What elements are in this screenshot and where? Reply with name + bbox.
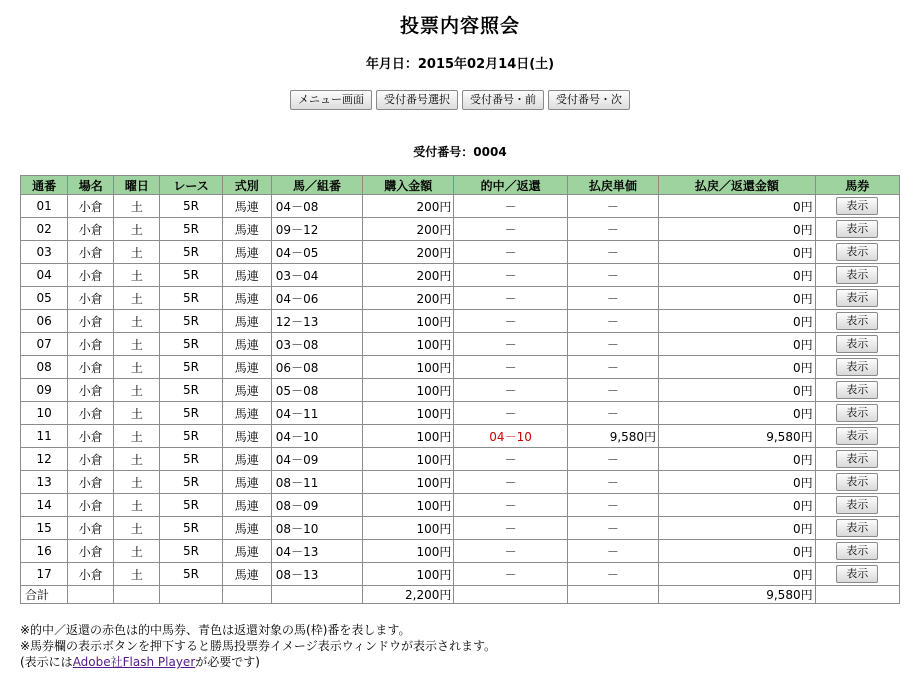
hit-refund-cell: － [454, 563, 566, 585]
show-ticket-button[interactable]: 表示 [836, 542, 878, 560]
payout-unit-cell: － [568, 310, 658, 332]
receipt-next-button[interactable]: 受付番号・次 [548, 90, 630, 110]
payout-amount-cell: 0円 [659, 287, 815, 309]
weekday-cell: 土 [114, 540, 159, 562]
bet-number-cell: 09 [21, 379, 67, 401]
combination-cell: 04－10 [272, 425, 362, 447]
bet-number-cell: 10 [21, 402, 67, 424]
table-row [21, 310, 899, 332]
bet-number-cell: 08 [21, 356, 67, 378]
empty-cell [568, 586, 658, 603]
payout-amount-cell: 0円 [659, 471, 815, 493]
venue-cell: 小倉 [68, 517, 113, 539]
total-amount-cell: 2,200円 [363, 586, 453, 603]
payout-unit-cell: － [568, 195, 658, 217]
weekday-cell: 土 [114, 517, 159, 539]
venue-cell: 小倉 [68, 356, 113, 378]
note-hit-color: ※的中／返還の赤色は的中馬券、青色は返還対象の馬(枠)番を表します。 [20, 623, 411, 637]
payout-amount-cell: 0円 [659, 356, 815, 378]
combination-cell: 04－08 [272, 195, 362, 217]
bet-number-cell: 03 [21, 241, 67, 263]
bet-type-cell: 馬連 [223, 287, 271, 309]
race-cell: 5R [160, 195, 221, 217]
purchase-amount-cell: 100円 [363, 517, 453, 539]
column-header: 曜日 [114, 176, 159, 194]
table-row [21, 471, 899, 493]
table-row [21, 379, 899, 401]
hit-refund-cell: － [454, 287, 566, 309]
purchase-amount-cell: 100円 [363, 356, 453, 378]
weekday-cell: 土 [114, 563, 159, 585]
show-ticket-button[interactable]: 表示 [836, 450, 878, 468]
empty-cell [68, 586, 113, 603]
purchase-amount-cell: 200円 [363, 287, 453, 309]
race-cell: 5R [160, 264, 221, 286]
empty-cell [272, 586, 362, 603]
table-row [21, 287, 899, 309]
ticket-cell [816, 494, 899, 516]
bet-type-cell: 馬連 [223, 425, 271, 447]
weekday-cell: 土 [114, 333, 159, 355]
payout-amount-cell: 0円 [659, 379, 815, 401]
race-cell: 5R [160, 494, 221, 516]
race-cell: 5R [160, 471, 221, 493]
purchase-amount-cell: 100円 [363, 402, 453, 424]
bet-number-cell: 16 [21, 540, 67, 562]
payout-unit-cell: － [568, 333, 658, 355]
notes [20, 622, 496, 670]
payout-unit-cell: － [568, 563, 658, 585]
payout-unit-cell: － [568, 241, 658, 263]
weekday-cell: 土 [114, 195, 159, 217]
hit-refund-cell: 04－10 [454, 425, 566, 447]
bet-type-cell: 馬連 [223, 448, 271, 470]
combination-cell: 08－09 [272, 494, 362, 516]
show-ticket-button[interactable]: 表示 [836, 312, 878, 330]
payout-unit-cell: － [568, 264, 658, 286]
payout-amount-cell: 0円 [659, 241, 815, 263]
show-ticket-button[interactable]: 表示 [836, 565, 878, 583]
payout-unit-cell: 9,580円 [568, 425, 658, 447]
payout-amount-cell: 0円 [659, 264, 815, 286]
show-ticket-button[interactable]: 表示 [836, 243, 878, 261]
hit-refund-cell: － [454, 517, 566, 539]
table-row [21, 563, 899, 585]
table-row [21, 241, 899, 263]
race-cell: 5R [160, 241, 221, 263]
combination-cell: 04－13 [272, 540, 362, 562]
payout-unit-cell: － [568, 471, 658, 493]
purchase-amount-cell: 100円 [363, 379, 453, 401]
weekday-cell: 土 [114, 402, 159, 424]
payout-amount-cell: 0円 [659, 517, 815, 539]
note-flash-prefix: (表示には [20, 655, 73, 669]
show-ticket-button[interactable]: 表示 [836, 266, 878, 284]
venue-cell: 小倉 [68, 540, 113, 562]
ticket-cell [816, 471, 899, 493]
combination-cell: 08－10 [272, 517, 362, 539]
race-cell: 5R [160, 517, 221, 539]
payout-amount-cell: 0円 [659, 494, 815, 516]
payout-unit-cell: － [568, 448, 658, 470]
table-row [21, 333, 899, 355]
venue-cell: 小倉 [68, 195, 113, 217]
table-row [21, 517, 899, 539]
payout-amount-cell: 0円 [659, 563, 815, 585]
venue-cell: 小倉 [68, 379, 113, 401]
payout-amount-cell: 0円 [659, 333, 815, 355]
ticket-cell [816, 241, 899, 263]
venue-cell: 小倉 [68, 241, 113, 263]
show-ticket-button[interactable]: 表示 [836, 335, 878, 353]
ticket-cell [816, 540, 899, 562]
purchase-amount-cell: 200円 [363, 195, 453, 217]
ticket-cell [816, 402, 899, 424]
purchase-amount-cell: 100円 [363, 540, 453, 562]
combination-cell: 05－08 [272, 379, 362, 401]
purchase-amount-cell: 100円 [363, 310, 453, 332]
empty-cell [160, 586, 221, 603]
payout-amount-cell: 0円 [659, 310, 815, 332]
race-cell: 5R [160, 563, 221, 585]
column-header: 払戻／返還金額 [659, 176, 815, 194]
combination-cell: 04－11 [272, 402, 362, 424]
ticket-cell [816, 264, 899, 286]
venue-cell: 小倉 [68, 264, 113, 286]
table-row [21, 218, 899, 240]
column-header: 馬券 [816, 176, 899, 194]
combination-cell: 04－05 [272, 241, 362, 263]
note-flash [20, 654, 496, 670]
purchase-amount-cell: 100円 [363, 471, 453, 493]
venue-cell: 小倉 [68, 494, 113, 516]
bet-type-cell: 馬連 [223, 241, 271, 263]
bet-type-cell: 馬連 [223, 218, 271, 240]
table-row [21, 494, 899, 516]
bet-type-cell: 馬連 [223, 517, 271, 539]
bet-number-cell: 11 [21, 425, 67, 447]
bet-number-cell: 14 [21, 494, 67, 516]
combination-cell: 08－13 [272, 563, 362, 585]
bet-type-cell: 馬連 [223, 356, 271, 378]
combination-cell: 09－12 [272, 218, 362, 240]
venue-cell: 小倉 [68, 563, 113, 585]
payout-amount-cell: 0円 [659, 195, 815, 217]
nav-button-row [0, 90, 920, 110]
receipt-select-button[interactable]: 受付番号選択 [376, 90, 458, 110]
show-ticket-button[interactable]: 表示 [836, 473, 878, 491]
combination-cell: 03－08 [272, 333, 362, 355]
race-cell: 5R [160, 448, 221, 470]
weekday-cell: 土 [114, 310, 159, 332]
weekday-cell: 土 [114, 494, 159, 516]
column-header: 場名 [68, 176, 113, 194]
venue-cell: 小倉 [68, 425, 113, 447]
bet-number-cell: 15 [21, 517, 67, 539]
venue-cell: 小倉 [68, 333, 113, 355]
venue-cell: 小倉 [68, 218, 113, 240]
weekday-cell: 土 [114, 241, 159, 263]
show-ticket-button[interactable]: 表示 [836, 358, 878, 376]
bet-type-cell: 馬連 [223, 471, 271, 493]
bet-number-cell: 05 [21, 287, 67, 309]
receipt-prev-button[interactable]: 受付番号・前 [462, 90, 544, 110]
total-payout-cell: 9,580円 [659, 586, 815, 603]
hit-refund-cell: － [454, 379, 566, 401]
show-ticket-button[interactable]: 表示 [836, 220, 878, 238]
hit-refund-cell: － [454, 540, 566, 562]
race-cell: 5R [160, 287, 221, 309]
show-ticket-button[interactable]: 表示 [836, 519, 878, 537]
menu-button[interactable]: メニュー画面 [290, 90, 372, 110]
bet-type-cell: 馬連 [223, 494, 271, 516]
column-header: 購入金額 [363, 176, 453, 194]
ticket-cell [816, 356, 899, 378]
table-header-row [21, 176, 899, 194]
race-date: 年月日：2015年02月14日(土) [365, 57, 555, 72]
bet-number-cell: 07 [21, 333, 67, 355]
note-show-button: ※馬券欄の表示ボタンを押下すると勝馬投票券イメージ表示ウィンドウが表示されます。 [20, 639, 497, 653]
ticket-cell [816, 379, 899, 401]
venue-cell: 小倉 [68, 402, 113, 424]
empty-cell [223, 586, 271, 603]
bet-number-cell: 12 [21, 448, 67, 470]
hit-refund-cell: － [454, 241, 566, 263]
purchase-amount-cell: 100円 [363, 333, 453, 355]
race-cell: 5R [160, 218, 221, 240]
combination-cell: 06－08 [272, 356, 362, 378]
bet-number-cell: 01 [21, 195, 67, 217]
weekday-cell: 土 [114, 264, 159, 286]
hit-refund-cell: － [454, 494, 566, 516]
table-row [21, 264, 899, 286]
ticket-cell [816, 563, 899, 585]
hit-refund-cell: － [454, 264, 566, 286]
table-row [21, 540, 899, 562]
venue-cell: 小倉 [68, 287, 113, 309]
hit-refund-cell: － [454, 195, 566, 217]
empty-cell [454, 586, 566, 603]
bet-table [20, 175, 900, 604]
bet-number-cell: 04 [21, 264, 67, 286]
table-row [21, 356, 899, 378]
race-cell: 5R [160, 402, 221, 424]
combination-cell: 04－06 [272, 287, 362, 309]
show-ticket-button[interactable]: 表示 [836, 427, 878, 445]
table-row [21, 195, 899, 217]
ticket-cell [816, 287, 899, 309]
purchase-amount-cell: 100円 [363, 425, 453, 447]
race-cell: 5R [160, 333, 221, 355]
combination-cell: 12－13 [272, 310, 362, 332]
column-header: 馬／組番 [272, 176, 362, 194]
payout-unit-cell: － [568, 356, 658, 378]
payout-amount-cell: 0円 [659, 540, 815, 562]
hit-refund-cell: － [454, 448, 566, 470]
bet-number-cell: 17 [21, 563, 67, 585]
payout-unit-cell: － [568, 218, 658, 240]
ticket-cell [816, 218, 899, 240]
payout-unit-cell: － [568, 287, 658, 309]
payout-unit-cell: － [568, 517, 658, 539]
hit-refund-cell: － [454, 356, 566, 378]
bet-type-cell: 馬連 [223, 379, 271, 401]
show-ticket-button[interactable]: 表示 [836, 197, 878, 215]
table-row [21, 402, 899, 424]
bet-type-cell: 馬連 [223, 264, 271, 286]
bet-type-cell: 馬連 [223, 195, 271, 217]
show-ticket-button[interactable]: 表示 [836, 381, 878, 399]
combination-cell: 08－11 [272, 471, 362, 493]
bet-type-cell: 馬連 [223, 540, 271, 562]
weekday-cell: 土 [114, 287, 159, 309]
bet-type-cell: 馬連 [223, 402, 271, 424]
ticket-cell [816, 310, 899, 332]
weekday-cell: 土 [114, 379, 159, 401]
ticket-cell [816, 517, 899, 539]
payout-unit-cell: － [568, 402, 658, 424]
payout-unit-cell: － [568, 540, 658, 562]
venue-cell: 小倉 [68, 471, 113, 493]
purchase-amount-cell: 200円 [363, 218, 453, 240]
purchase-amount-cell: 100円 [363, 494, 453, 516]
combination-cell: 04－09 [272, 448, 362, 470]
hit-refund-cell: － [454, 310, 566, 332]
hit-refund-cell: － [454, 471, 566, 493]
race-cell: 5R [160, 356, 221, 378]
note-flash-suffix: が必要です) [195, 655, 260, 669]
ticket-cell [816, 425, 899, 447]
show-ticket-button[interactable]: 表示 [836, 496, 878, 514]
race-cell: 5R [160, 425, 221, 447]
column-header: 的中／返還 [454, 176, 566, 194]
bet-type-cell: 馬連 [223, 310, 271, 332]
combination-cell: 03－04 [272, 264, 362, 286]
purchase-amount-cell: 200円 [363, 264, 453, 286]
bet-number-cell: 06 [21, 310, 67, 332]
weekday-cell: 土 [114, 218, 159, 240]
weekday-cell: 土 [114, 471, 159, 493]
purchase-amount-cell: 200円 [363, 241, 453, 263]
table-row [21, 425, 899, 447]
payout-amount-cell: 0円 [659, 448, 815, 470]
show-ticket-button[interactable]: 表示 [836, 289, 878, 307]
payout-amount-cell: 9,580円 [659, 425, 815, 447]
race-cell: 5R [160, 310, 221, 332]
page-title: 投票内容照会 [399, 15, 520, 37]
weekday-cell: 土 [114, 356, 159, 378]
weekday-cell: 土 [114, 425, 159, 447]
column-header: 払戻単価 [568, 176, 658, 194]
venue-cell: 小倉 [68, 448, 113, 470]
ticket-cell [816, 195, 899, 217]
hit-refund-cell: － [454, 402, 566, 424]
race-cell: 5R [160, 540, 221, 562]
total-row [21, 586, 899, 603]
venue-cell: 小倉 [68, 310, 113, 332]
total-label-cell: 合計 [21, 586, 67, 603]
table-row [21, 448, 899, 470]
payout-amount-cell: 0円 [659, 218, 815, 240]
purchase-amount-cell: 100円 [363, 563, 453, 585]
hit-refund-cell: － [454, 218, 566, 240]
payout-unit-cell: － [568, 494, 658, 516]
hit-refund-cell: － [454, 333, 566, 355]
weekday-cell: 土 [114, 448, 159, 470]
race-cell: 5R [160, 379, 221, 401]
bet-type-cell: 馬連 [223, 333, 271, 355]
show-ticket-button[interactable]: 表示 [836, 404, 878, 422]
ticket-cell [816, 333, 899, 355]
column-header: 通番 [21, 176, 67, 194]
receipt-number: 受付番号：0004 [413, 145, 507, 159]
column-header: 式別 [223, 176, 271, 194]
purchase-amount-cell: 100円 [363, 448, 453, 470]
bet-number-cell: 13 [21, 471, 67, 493]
empty-cell [114, 586, 159, 603]
column-header: レース [160, 176, 221, 194]
payout-unit-cell: － [568, 379, 658, 401]
bet-type-cell: 馬連 [223, 563, 271, 585]
empty-cell [816, 586, 899, 603]
payout-amount-cell: 0円 [659, 402, 815, 424]
bet-number-cell: 02 [21, 218, 67, 240]
ticket-cell [816, 448, 899, 470]
flash-player-link[interactable]: Adobe社Flash Player [72, 655, 196, 669]
